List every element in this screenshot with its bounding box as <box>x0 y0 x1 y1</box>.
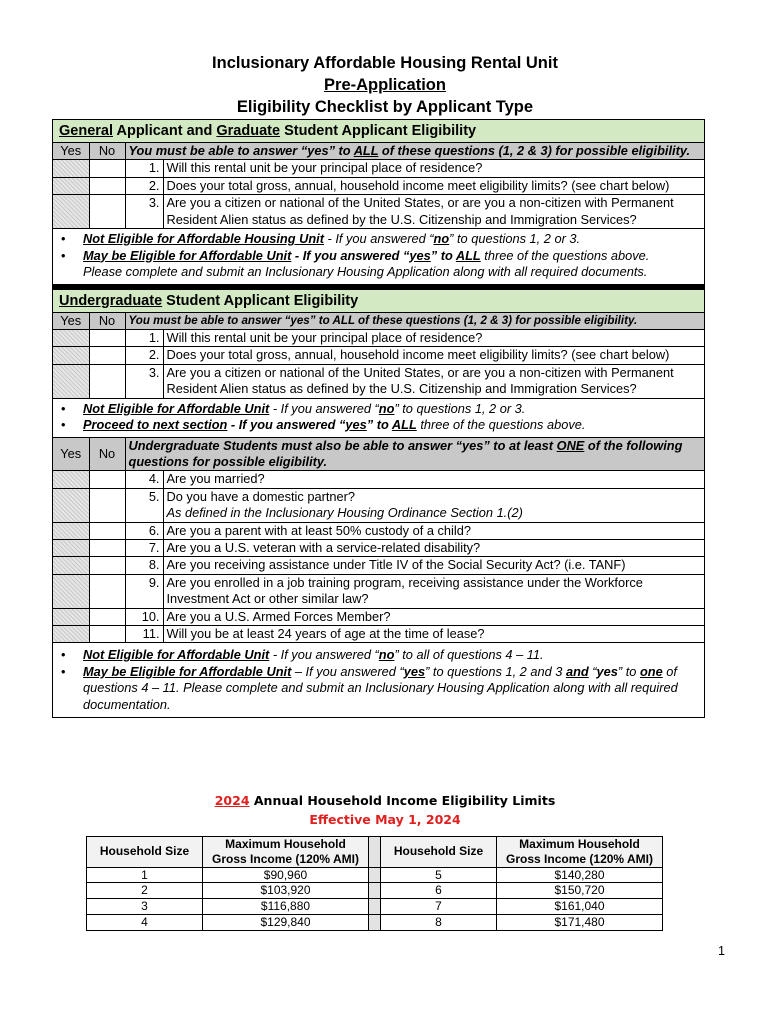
question-number: 9. <box>125 574 163 608</box>
column-gap <box>369 867 381 883</box>
column-gap <box>369 914 381 930</box>
yes-checkbox[interactable] <box>53 626 89 643</box>
household-size: 5 <box>381 867 497 883</box>
question-row <box>53 540 704 557</box>
col-no-header: No <box>89 437 125 471</box>
column-gap <box>369 837 381 868</box>
col-no-header: No <box>89 143 125 160</box>
yes-checkbox[interactable] <box>53 488 89 522</box>
yes-checkbox[interactable] <box>53 471 89 488</box>
question-row <box>53 488 704 522</box>
yes-checkbox[interactable] <box>53 195 89 229</box>
household-size: 2 <box>87 883 203 899</box>
page-heading: Eligibility Checklist by Applicant Type <box>236 98 534 116</box>
checklist-table <box>53 312 704 399</box>
checklist-table <box>53 142 704 229</box>
question-text: Are you enrolled in a job training program, receiving assistance under the Workforce Investment Act or other similar law? <box>163 574 704 608</box>
question-text: Does your total gross, annual, household income meet eligibility limits? (see chart below) <box>163 177 704 194</box>
final-result-list <box>53 643 704 717</box>
col-max-income: Maximum Household Gross Income (120% AMI) <box>203 837 369 868</box>
effective-date: Effective May 1, 2024 <box>309 812 461 827</box>
question-row <box>53 626 704 643</box>
page-subtitle: Pre-Application <box>324 76 446 94</box>
heading-text: Student Applicant Eligibility <box>162 292 359 309</box>
final-may-be-eligible: • May be Eligible for Affordable Unit – If you answered “yes” to questions 1, 2 and 3 and “yes” to one of questions 4 – 11. Please complete and submit an Inclusionary Housing Application along with all required documentation. <box>53 664 704 714</box>
no-checkbox[interactable] <box>89 522 125 539</box>
income-limit: $103,920 <box>203 883 369 899</box>
question-number: 11. <box>125 626 163 643</box>
income-limit: $116,880 <box>203 899 369 915</box>
yes-checkbox[interactable] <box>53 364 89 398</box>
page-title: Inclusionary Affordable Housing Rental Unit <box>212 54 558 72</box>
question-text: Are you receiving assistance under Title IV of the Social Security Act? (i.e. TANF) <box>163 557 704 574</box>
question-row <box>53 195 704 229</box>
question-row <box>53 160 704 177</box>
household-size: 3 <box>87 899 203 915</box>
question-text: Are you a U.S. veteran with a service-related disability? <box>163 540 704 557</box>
instruction: You must be able to answer “yes” to ALL of these questions (1, 2 & 3) for possible eligibility. <box>125 143 704 160</box>
yes-checkbox[interactable] <box>53 557 89 574</box>
question-row <box>53 364 704 398</box>
heading-word: Undergraduate <box>59 292 163 309</box>
question-note: As defined in the Inclusionary Housing Ordinance Section 1.(2) <box>166 505 523 521</box>
result-proceed: • Proceed to next section - If you answered “yes” to ALL three of the questions above. <box>53 417 704 434</box>
question-text: Do you have a domestic partner? As defined in the Inclusionary Housing Ordinance Section 1.(2) <box>163 488 704 522</box>
no-checkbox[interactable] <box>89 626 125 643</box>
col-household-size: Household Size <box>381 837 497 868</box>
no-checkbox[interactable] <box>89 557 125 574</box>
question-number: 5. <box>125 488 163 522</box>
income-table <box>86 836 663 931</box>
col-household-size: Household Size <box>87 837 203 868</box>
no-checkbox[interactable] <box>89 347 125 364</box>
question-text: Will this rental unit be your principal place of residence? <box>163 329 704 346</box>
instruction: Undergraduate Students must also be able to answer “yes” to at least ONE of the following questions for possible eligibility. <box>125 437 704 471</box>
question-number: 2. <box>125 347 163 364</box>
no-checkbox[interactable] <box>89 608 125 625</box>
yes-checkbox[interactable] <box>53 608 89 625</box>
no-checkbox[interactable] <box>89 540 125 557</box>
no-checkbox[interactable] <box>89 195 125 229</box>
yes-checkbox[interactable] <box>53 522 89 539</box>
column-gap <box>369 883 381 899</box>
yes-checkbox[interactable] <box>53 329 89 346</box>
final-not-eligible: • Not Eligible for Affordable Unit - If you answered “no” to all of questions 4 – 11. <box>53 647 704 664</box>
income-limit: $171,480 <box>497 914 663 930</box>
question-number: 10. <box>125 608 163 625</box>
household-size: 6 <box>381 883 497 899</box>
additional-checklist-table <box>53 437 704 644</box>
table-row <box>87 883 663 899</box>
question-number: 3. <box>125 364 163 398</box>
no-checkbox[interactable] <box>89 574 125 608</box>
no-checkbox[interactable] <box>89 364 125 398</box>
table-row <box>87 914 663 930</box>
household-size: 7 <box>381 899 497 915</box>
no-checkbox[interactable] <box>89 471 125 488</box>
question-row <box>53 471 704 488</box>
general-applicant-section <box>52 119 705 718</box>
heading-text: Student Applicant Eligibility <box>280 123 477 139</box>
question-text: Will this rental unit be your principal place of residence? <box>163 160 704 177</box>
question-row <box>53 329 704 346</box>
question-text: Will you be at least 24 years of age at the time of lease? <box>163 626 704 643</box>
yes-checkbox[interactable] <box>53 177 89 194</box>
section-heading <box>53 290 704 312</box>
result-list <box>53 229 704 284</box>
question-number: 3. <box>125 195 163 229</box>
no-checkbox[interactable] <box>89 177 125 194</box>
col-yes-header: Yes <box>53 312 89 329</box>
table-row <box>87 867 663 883</box>
income-limit: $129,840 <box>203 914 369 930</box>
question-text: Does your total gross, annual, household income meet eligibility limits? (see chart below) <box>163 347 704 364</box>
yes-checkbox[interactable] <box>53 347 89 364</box>
yes-checkbox[interactable] <box>53 160 89 177</box>
question-row <box>53 574 704 608</box>
household-size: 4 <box>87 914 203 930</box>
result-list <box>53 399 704 437</box>
income-limit: $161,040 <box>497 899 663 915</box>
income-limit: $150,720 <box>497 883 663 899</box>
result-not-eligible: • Not Eligible for Affordable Unit - If you answered “no” to questions 1, 2 or 3. <box>53 401 704 418</box>
col-no-header: No <box>89 312 125 329</box>
question-text: Are you a parent with at least 50% custody of a child? <box>163 522 704 539</box>
income-limits-title: 2024 Annual Household Income Eligibility Limits <box>214 793 556 808</box>
result-not-eligible: • Not Eligible for Affordable Housing Unit - If you answered “no” to questions 1, 2 or 3. <box>53 231 704 248</box>
no-checkbox[interactable] <box>89 160 125 177</box>
question-number: 2. <box>125 177 163 194</box>
yes-checkbox[interactable] <box>53 540 89 557</box>
question-number: 1. <box>125 160 163 177</box>
question-number: 1. <box>125 329 163 346</box>
heading-text: Applicant and <box>113 123 217 139</box>
question-text: Are you a U.S. Armed Forces Member? <box>163 608 704 625</box>
income-limit: $140,280 <box>497 867 663 883</box>
household-size: 8 <box>381 914 497 930</box>
question-row <box>53 522 704 539</box>
page-number: 1 <box>718 944 725 958</box>
col-yes-header: Yes <box>53 437 89 471</box>
question-number: 4. <box>125 471 163 488</box>
question-text: Are you a citizen or national of the United States, or are you a non-citizen with Permanent Resident Alien status as defined by the U.S. Citizenship and Immigration Services? <box>163 195 704 229</box>
result-may-be-eligible: • May be Eligible for Affordable Unit - If you answered “yes” to ALL three of the questions above. Please complete and submit an Inclusionary Housing Application along with all required documents. <box>53 248 704 281</box>
table-row <box>87 899 663 915</box>
heading-word: General <box>59 123 113 139</box>
section-heading <box>53 120 704 142</box>
question-text: Are you a citizen or national of the United States, or are you a non-citizen with Permanent Resident Alien status as defined by the U.S. Citizenship and Immigration Services? <box>163 364 704 398</box>
col-yes-header: Yes <box>53 143 89 160</box>
income-limit: $90,960 <box>203 867 369 883</box>
question-number: 8. <box>125 557 163 574</box>
heading-word: Graduate <box>216 123 281 139</box>
col-max-income: Maximum Household Gross Income (120% AMI) <box>497 837 663 868</box>
question-number: 7. <box>125 540 163 557</box>
yes-checkbox[interactable] <box>53 574 89 608</box>
question-row <box>53 557 704 574</box>
instruction: You must be able to answer “yes” to ALL of these questions (1, 2 & 3) for possible eligibility. <box>125 312 704 329</box>
question-row <box>53 177 704 194</box>
column-gap <box>369 899 381 915</box>
question-row <box>53 347 704 364</box>
no-checkbox[interactable] <box>89 329 125 346</box>
household-size: 1 <box>87 867 203 883</box>
question-row <box>53 608 704 625</box>
no-checkbox[interactable] <box>89 488 125 522</box>
question-number: 6. <box>125 522 163 539</box>
question-text: Are you married? <box>163 471 704 488</box>
